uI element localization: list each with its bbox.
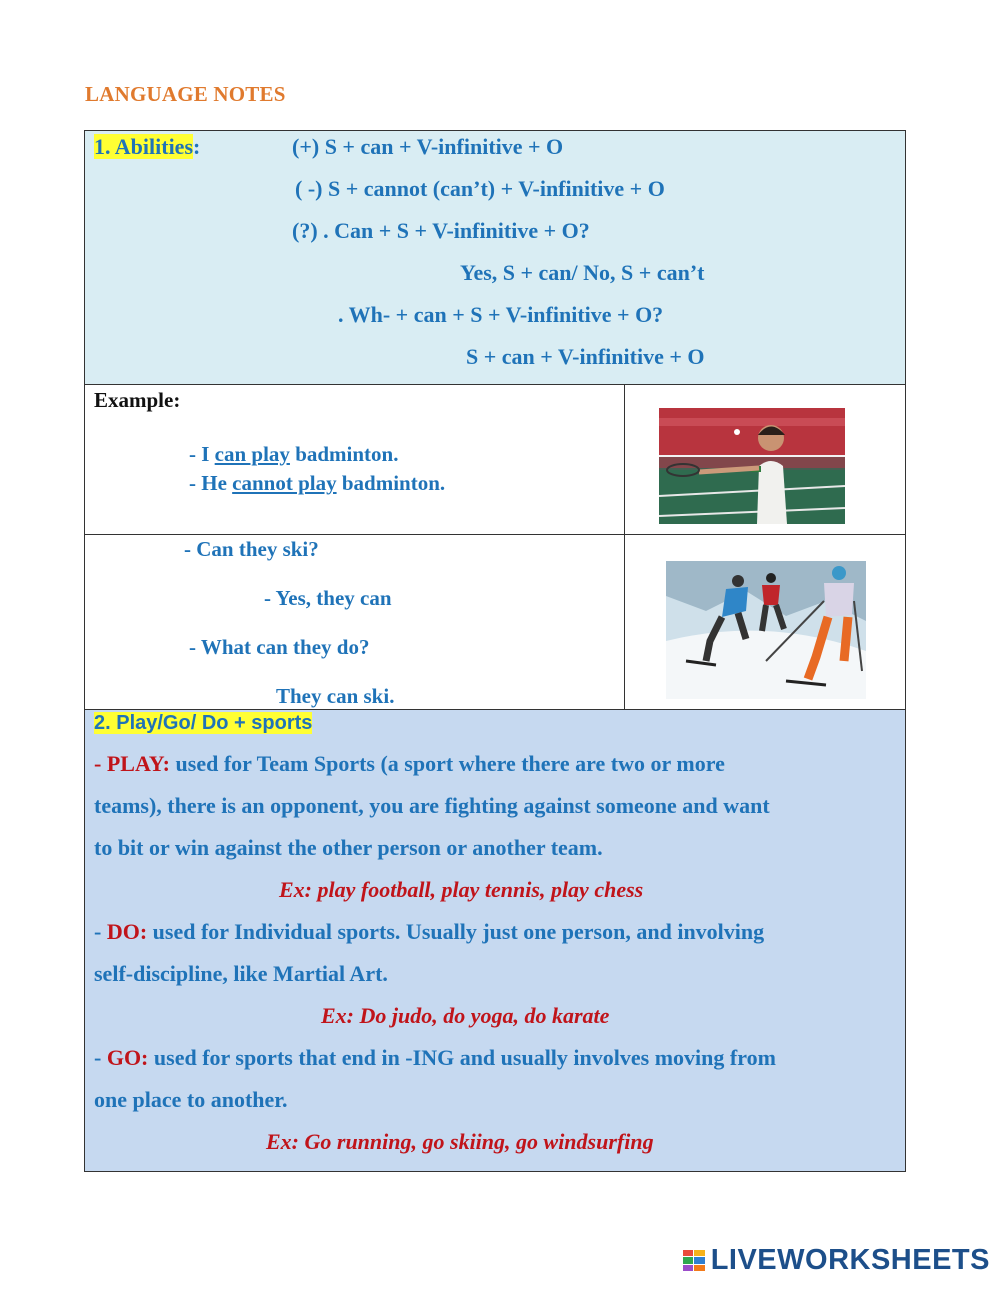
abilities-colon: : [193,134,201,159]
rule-negative: ( -) S + cannot (can’t) + V-infinitive + O [295,176,665,201]
do-example: Ex: Do judo, do yoga, do karate [321,1003,610,1028]
skiers-image [666,561,866,699]
go-dash: - [94,1045,107,1070]
abilities-section [84,130,906,385]
section2-label-text: 2. Play/Go/ Do + sports [94,712,313,734]
rule-wh-answer: S + can + V-infinitive + O [466,344,705,369]
go-text-1: used for sports that end in -ING and usually involves moving from [148,1045,776,1070]
example-1-prefix: - I [189,442,215,466]
do-line-2: self-discipline, like Martial Art. [94,961,388,986]
play-text-1: used for Team Sports (a sport where there are two or more [170,751,725,776]
qa-question-ski: - Can they ski? [184,537,319,561]
go-line-2: one place to another. [94,1087,288,1112]
example-1-rest: badminton. [289,442,399,466]
play-go-do-section [84,709,906,1172]
do-key: DO: [106,919,148,944]
badminton-image-cell [624,384,906,535]
go-example: Ex: Go running, go skiing, go windsurfing [266,1129,654,1154]
go-line-1 [94,1045,776,1071]
example-1-verb: can play [214,442,290,466]
play-line-2: teams), there is an opponent, you are fighting against someone and want [94,793,770,818]
example-cell-skiing [84,534,625,710]
do-dash: - [94,919,107,944]
rule-wh-question: . Wh- + can + S + V-infinitive + O? [338,302,664,327]
play-key: - PLAY: [94,751,171,776]
rule-positive: (+) S + can + V-infinitive + O [292,134,564,159]
section2-label [94,712,312,735]
qa-answer-ski: They can ski. [276,684,395,708]
example-2-prefix: - He [189,471,233,495]
qa-answer-yes: - Yes, they can [264,586,392,610]
example-cell-badminton [84,384,625,535]
example-2-rest: badminton. [336,471,446,495]
logo-grid-icon [683,1250,705,1272]
example-sentence-1 [189,442,398,467]
do-line-1 [94,919,764,945]
example-label: Example: [94,388,181,412]
page-title: LANGUAGE NOTES [85,82,286,106]
example-2-verb: cannot play [232,471,337,495]
play-line-1 [94,751,725,777]
play-line-3: to bit or win against the other person or another team. [94,835,603,860]
skiing-image-cell [624,534,906,710]
rule-short-answer: Yes, S + can/ No, S + can’t [460,260,705,285]
qa-question-what: - What can they do? [189,635,370,659]
badminton-player-image [659,408,845,524]
play-example: Ex: play football, play tennis, play chess [279,877,644,902]
abilities-label-text: 1. Abilities [94,134,194,159]
go-key: GO: [106,1045,149,1070]
rule-question: (?) . Can + S + V-infinitive + O? [292,218,590,243]
abilities-label [94,134,200,160]
logo-text: LIVEWORKSHEETS [710,1244,990,1276]
liveworksheets-logo [683,1244,990,1277]
example-sentence-2 [189,471,445,496]
do-text-1: used for Individual sports. Usually just one person, and involving [147,919,765,944]
